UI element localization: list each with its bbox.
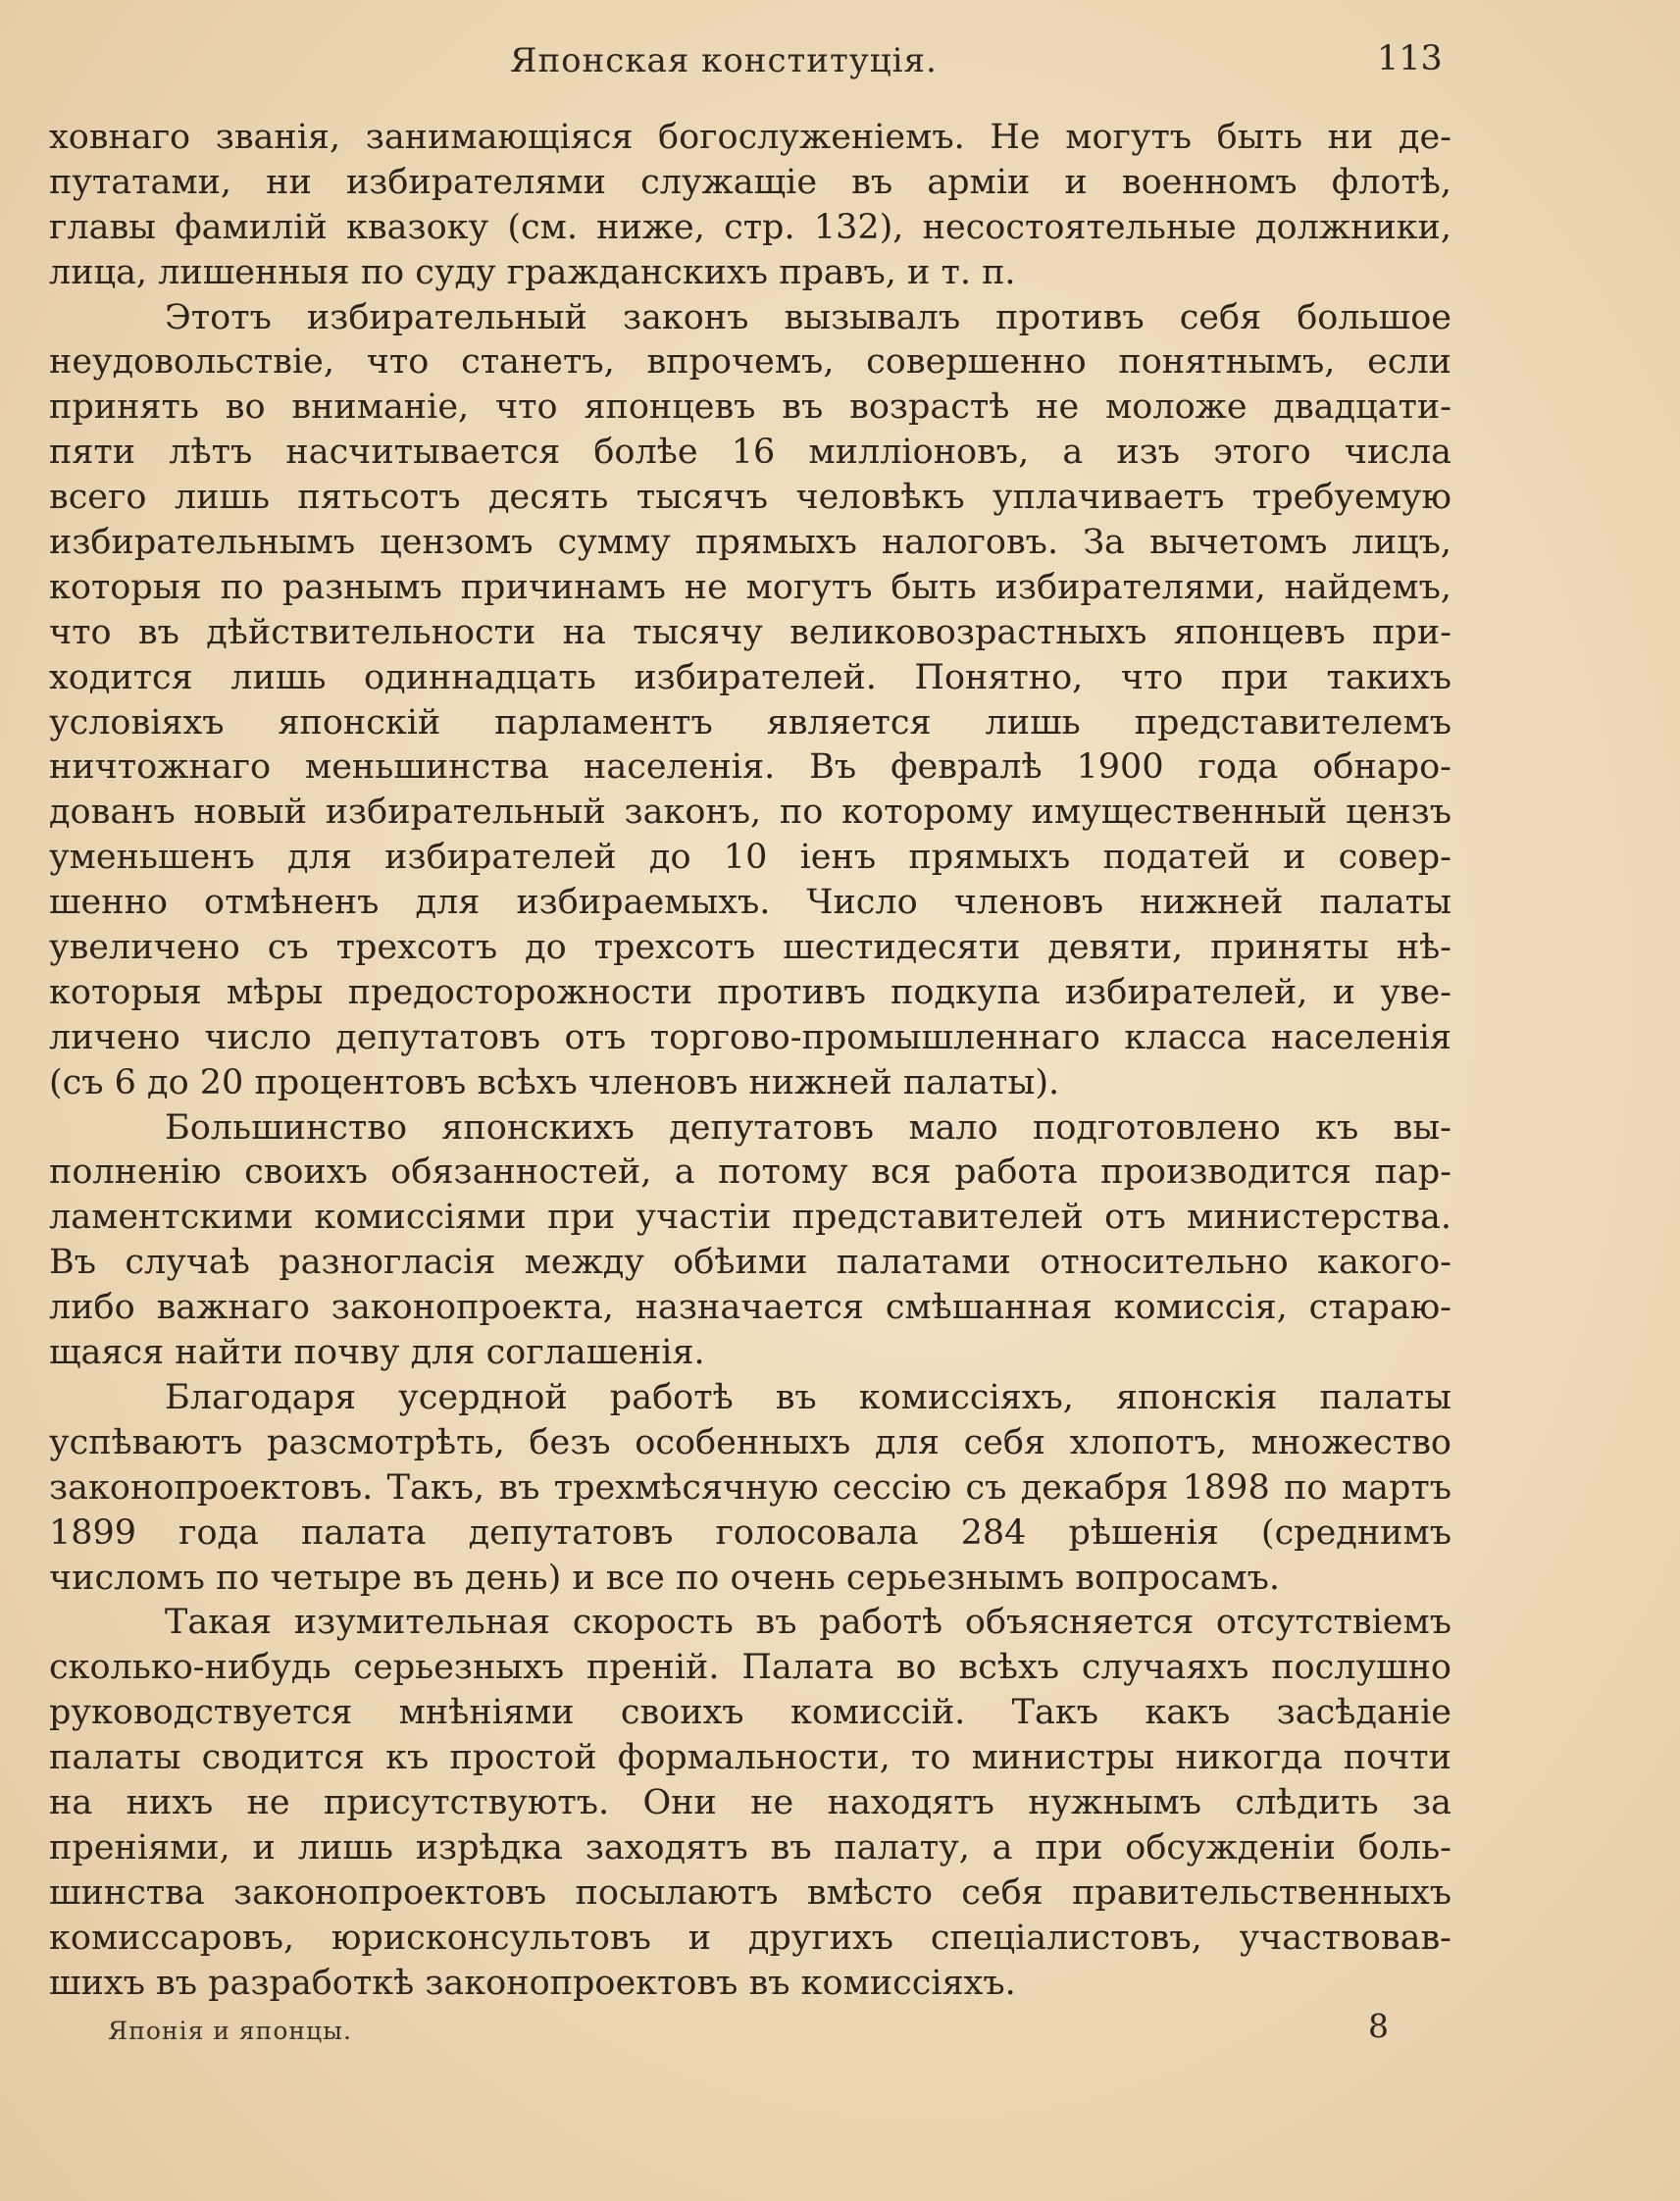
text-line: пяти лѣтъ насчитывается болѣе 16 милліоновъ, а изъ этого числа <box>49 433 1451 473</box>
text-line: преніями, и лишь изрѣдка заходятъ въ палату, а при обсужденіи боль- <box>49 1827 1451 1868</box>
footer-signature: Японія и японцы. <box>108 2017 352 2045</box>
paragraph <box>49 296 1451 1106</box>
text-line: руководствуется мнѣніями своихъ комиссій. Такъ какъ засѣданіе <box>49 1693 1451 1733</box>
text-line: ламентскими комиссіями при участіи представителей отъ министерства. <box>49 1198 1451 1238</box>
text-line: (съ 6 до 20 процентовъ всѣхъ членовъ нижней палаты). <box>49 1062 1060 1102</box>
text-line: шинства законопроектовъ посылаютъ вмѣсто себя правительственныхъ <box>49 1872 1451 1913</box>
text-line: ховнаго званія, занимающіяся богослуженіемъ. Не могутъ быть ни де- <box>49 118 1451 157</box>
text-line: главы фамилій квазоку (см. ниже, стр. 132), несостоятельные должники, <box>49 207 1451 247</box>
text-line: либо важнаго законопроекта, назначается смѣшанная комиссія, стараю- <box>49 1288 1451 1328</box>
text-line: увеличено съ трехсотъ до трехсотъ шестидесяти девяти, приняты нѣ- <box>49 928 1451 968</box>
text-line: которыя по разнымъ причинамъ не могутъ быть избирателями, найдемъ, <box>49 567 1451 607</box>
running-title: Японская конституція. <box>510 41 938 80</box>
text-line: успѣваютъ разсмотрѣть, безъ особенныхъ для себя хлопотъ, множество <box>49 1422 1451 1462</box>
text-line: принять во вниманіе, что японцевъ въ возрастѣ не моложе двадцати- <box>49 387 1451 428</box>
text-line: 1899 года палата депутатовъ голосовала 284 рѣшенія (среднимъ <box>49 1512 1451 1553</box>
paragraph <box>49 1376 1451 1601</box>
text-line: личено число депутатовъ отъ торгово-промышленнаго класса населенія <box>49 1017 1451 1057</box>
text-line: Благодаря усердной работѣ въ комиссіяхъ, японскія палаты <box>165 1377 1451 1417</box>
text-line: которыя мѣры предосторожности противъ подкупа избирателей, и уве- <box>49 972 1451 1012</box>
text-line: шихъ въ разработкѣ законопроектовъ въ комиссіяхъ. <box>49 1963 1016 2003</box>
text-line: Такая изумительная скорость въ работѣ объясняется отсутствіемъ <box>165 1603 1451 1643</box>
text-line: что въ дѣйствительности на тысячу великовозрастныхъ японцевъ при- <box>49 612 1451 652</box>
text-line: щаяся найти почву для соглашенія. <box>49 1333 705 1373</box>
text-line: избирательнымъ цензомъ сумму прямыхъ налоговъ. За вычетомъ лицъ, <box>49 523 1451 563</box>
text-line: на нихъ не присутствуютъ. Они не находятъ нужнымъ слѣдить за <box>49 1782 1451 1822</box>
text-line: числомъ по четыре въ день) и все по очень серьезнымъ вопросамъ. <box>49 1558 1280 1598</box>
text-line: шенно отмѣненъ для избираемыхъ. Число членовъ нижней палаты <box>49 883 1451 923</box>
text-line: ничтожнаго меньшинства населенія. Въ февралѣ 1900 года обнаро- <box>49 747 1451 788</box>
page-number: 113 <box>1377 39 1443 78</box>
text-line: Этотъ избирательный законъ вызывалъ противъ себя большое <box>165 297 1451 337</box>
text-line: условіяхъ японскій парламентъ является лишь представителемъ <box>49 702 1451 742</box>
paragraph <box>49 1601 1451 2006</box>
text-line: уменьшенъ для избирателей до 10 іенъ прямыхъ податей и совер- <box>49 838 1451 878</box>
text-line: законопроектовъ. Такъ, въ трехмѣсячную сессію съ декабря 1898 по мартъ <box>49 1467 1451 1508</box>
footer-signature-number: 8 <box>1368 2007 1389 2045</box>
text-line: путатами, ни избирателями служащіе въ арміи и военномъ флотѣ, <box>49 162 1451 202</box>
text-line: Въ случаѣ разногласія между обѣими палатами относительно какого- <box>49 1243 1451 1283</box>
text-line: неудовольствіе, что станетъ, впрочемъ, совершенно понятнымъ, если <box>49 342 1451 383</box>
paragraph <box>49 1106 1451 1376</box>
text-line: палаты сводится къ простой формальности, то министры никогда почти <box>49 1738 1451 1778</box>
text-line: лица, лишенныя по суду гражданскихъ правъ, и т. п. <box>49 252 1016 292</box>
text-line: Большинство японскихъ депутатовъ мало подготовлено къ вы- <box>165 1107 1451 1148</box>
paragraph <box>49 116 1451 296</box>
text-line: сколько-нибудь серьезныхъ преній. Палата во всѣхъ случаяхъ послушно <box>49 1648 1451 1688</box>
text-line: всего лишь пятьсотъ десять тысячъ человѣкъ уплачиваетъ требуемую <box>49 478 1451 518</box>
body-text <box>49 116 1451 2006</box>
text-line: полненію своихъ обязанностей, а потому вся работа производится пар- <box>49 1152 1451 1193</box>
text-line: комиссаровъ, юрисконсультовъ и другихъ спеціалистовъ, участвовав- <box>49 1918 1451 1958</box>
text-line: ходится лишь одиннадцать избирателей. Понятно, что при такихъ <box>49 657 1451 697</box>
text-line: дованъ новый избирательный законъ, по которому имущественный цензъ <box>49 793 1451 833</box>
